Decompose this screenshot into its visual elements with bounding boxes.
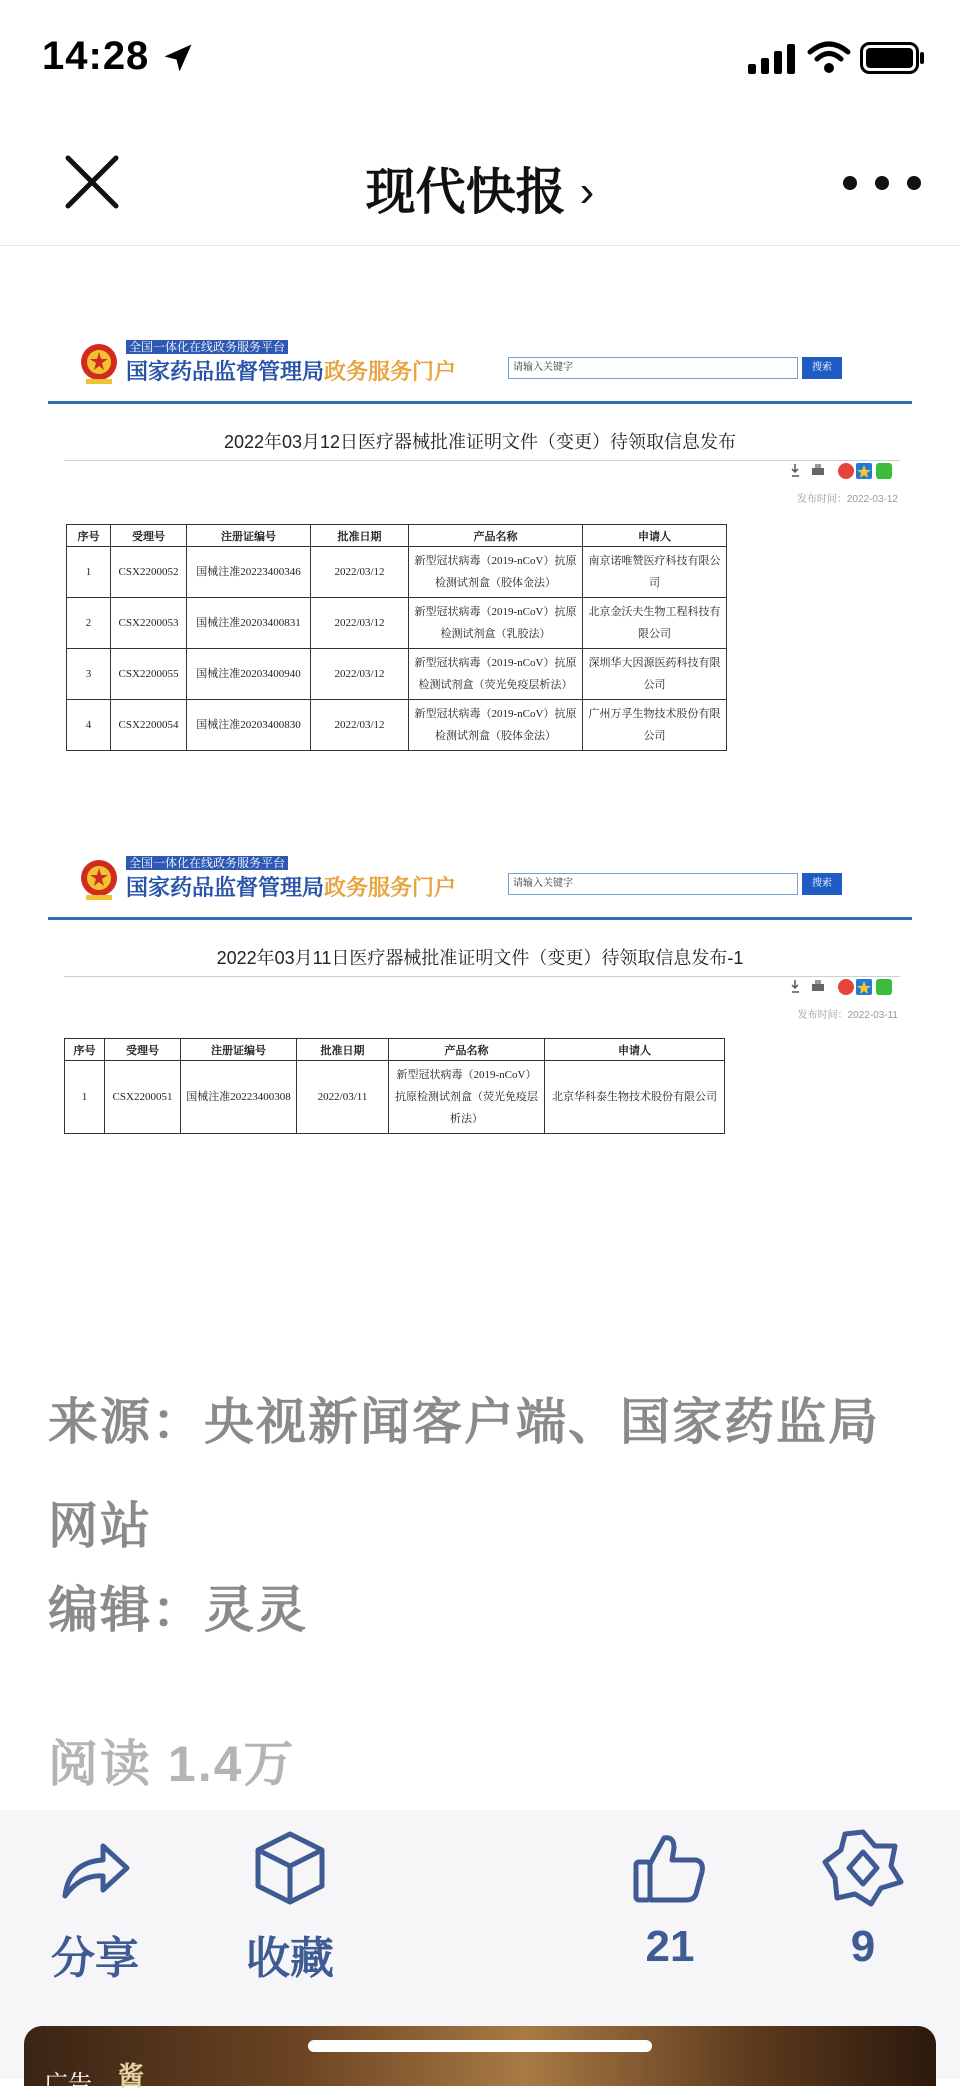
action-bar <box>0 1810 960 2000</box>
table-cell: 2022/03/12 <box>311 547 409 598</box>
battery-icon <box>860 42 926 74</box>
wifi-icon <box>808 40 850 74</box>
table-header-row <box>67 525 727 547</box>
article-editor: 编辑：灵灵 <box>48 1582 308 1638</box>
table-cell: 2022/03/11 <box>297 1061 389 1134</box>
divider <box>64 460 900 461</box>
table-cell: CSX2200055 <box>111 649 187 700</box>
table-cell: CSX2200053 <box>111 598 187 649</box>
ad-label: 广告 <box>44 2071 92 2098</box>
table-cell: CSX2200052 <box>111 547 187 598</box>
table-cell: 新型冠状病毒（2019-nCoV）抗原检测试剂盒（乳胶法） <box>409 598 583 649</box>
col-header: 受理号 <box>105 1039 181 1061</box>
col-header: 序号 <box>65 1039 105 1061</box>
divider <box>64 976 900 977</box>
table-row <box>67 649 727 700</box>
table-cell: 国械注准20203400940 <box>187 649 311 700</box>
nav-bar <box>0 110 960 246</box>
favorite-label: 收藏 <box>246 1934 334 1983</box>
table-cell: 国械注准20203400831 <box>187 598 311 649</box>
notice-table <box>66 524 727 751</box>
col-header: 批准日期 <box>311 525 409 547</box>
signal-icon <box>748 44 796 74</box>
portal-subtitle: 全国一体化在线政务服务平台 <box>126 340 288 354</box>
national-emblem-icon <box>78 858 120 902</box>
account-name: 现代快报 <box>365 164 566 220</box>
share-icon <box>55 1828 135 1908</box>
notice-title: 2022年03月12日医疗器械批准证明文件（变更）待领取信息发布 <box>223 432 737 452</box>
portal-name-blue: 国家药品监督管理局 <box>126 875 325 900</box>
portal-name-orange: 政务服务门户 <box>324 875 457 900</box>
status-time: 14:28 <box>42 34 150 78</box>
col-header: 申请人 <box>545 1039 725 1061</box>
wow-star-icon <box>823 1828 903 1908</box>
portal-name-orange: 政务服务门户 <box>324 359 457 384</box>
col-header: 产品名称 <box>409 525 583 547</box>
like-button[interactable] <box>600 1828 740 1972</box>
location-arrow-icon <box>160 40 196 76</box>
table-cell: 1 <box>67 547 111 598</box>
col-header: 注册证编号 <box>181 1039 297 1061</box>
nmpa-notice-image-2 <box>0 846 960 1136</box>
portal-name <box>126 355 456 386</box>
table-row <box>67 598 727 649</box>
favorite-box-icon <box>250 1828 330 1908</box>
like-count: 21 <box>645 1922 695 1971</box>
share-tools-icons <box>792 462 902 480</box>
table-cell: CSX2200054 <box>111 700 187 751</box>
status-bar <box>0 0 960 110</box>
table-row <box>67 700 727 751</box>
share-label: 分享 <box>51 1934 139 1983</box>
share-button[interactable] <box>25 1828 165 1986</box>
wow-count: 9 <box>850 1922 876 1971</box>
portal-search-input: 请输入关键字 <box>508 357 798 379</box>
portal-search-button: 搜索 <box>802 357 842 379</box>
table-cell: 国械注准20203400830 <box>187 700 311 751</box>
table-cell: 新型冠状病毒（2019-nCoV）抗原检测试剂盒（荧光免疫层析法） <box>409 649 583 700</box>
table-cell: 北京华科泰生物技术股份有限公司 <box>545 1061 725 1134</box>
table-cell: 2022/03/12 <box>311 598 409 649</box>
notice-publish-date: 发布时间：2022-03-12 <box>796 494 898 505</box>
table-cell: 4 <box>67 700 111 751</box>
account-title-link[interactable] <box>0 152 960 224</box>
home-indicator[interactable] <box>308 2040 652 2052</box>
table-cell: 北京金沃夫生物工程科技有限公司 <box>583 598 727 649</box>
thumbs-up-icon <box>630 1828 710 1908</box>
table-header-row <box>65 1039 725 1061</box>
portal-header <box>48 856 912 920</box>
table-row <box>67 547 727 598</box>
notice-table <box>64 1038 725 1134</box>
table-cell: 深圳华大因源医药科技有限公司 <box>583 649 727 700</box>
table-cell: 新型冠状病毒（2019-nCoV）抗原检测试剂盒（胶体金法） <box>409 700 583 751</box>
table-cell: 广州万孚生物技术股份有限公司 <box>583 700 727 751</box>
nmpa-notice-image-1 <box>0 330 960 750</box>
ad-banner-image[interactable] <box>24 2026 936 2086</box>
portal-name-blue: 国家药品监督管理局 <box>126 359 325 384</box>
table-cell: 2022/03/12 <box>311 649 409 700</box>
table-cell: 新型冠状病毒（2019-nCoV）抗原检测试剂盒（荧光免疫层析法） <box>389 1061 545 1134</box>
table-cell: 2 <box>67 598 111 649</box>
col-header: 申请人 <box>583 525 727 547</box>
table-cell: 3 <box>67 649 111 700</box>
col-header: 注册证编号 <box>187 525 311 547</box>
notice-title: 2022年03月11日医疗器械批准证明文件（变更）待领取信息发布-1 <box>216 948 744 968</box>
table-cell: 国械注准20223400308 <box>181 1061 297 1134</box>
wow-button[interactable] <box>793 1828 933 1972</box>
notice-publish-date: 发布时间：2022-03-11 <box>797 1010 898 1021</box>
ad-brand-mark: 酱 <box>118 2061 145 2091</box>
favorite-button[interactable] <box>220 1828 360 1986</box>
share-tools-icons <box>792 978 902 996</box>
table-row <box>65 1061 725 1134</box>
article-source: 来源：央视新闻客户端、国家药监局网站 <box>48 1394 880 1554</box>
portal-search-input: 请输入关键字 <box>508 873 798 895</box>
table-cell: 国械注准20223400346 <box>187 547 311 598</box>
table-cell: 2022/03/12 <box>311 700 409 751</box>
read-count: 阅读 1.4万 <box>48 1736 296 1792</box>
table-cell: 南京诺唯赞医疗科技有限公司 <box>583 547 727 598</box>
table-cell: 1 <box>65 1061 105 1134</box>
more-icon[interactable] <box>836 168 940 198</box>
col-header: 产品名称 <box>389 1039 545 1061</box>
portal-search-button: 搜索 <box>802 873 842 895</box>
table-cell: CSX2200051 <box>105 1061 181 1134</box>
chevron-right-icon: › <box>579 167 595 216</box>
col-header: 批准日期 <box>297 1039 389 1061</box>
col-header: 受理号 <box>111 525 187 547</box>
portal-subtitle: 全国一体化在线政务服务平台 <box>126 856 288 870</box>
portal-header <box>48 340 912 404</box>
national-emblem-icon <box>78 342 120 386</box>
portal-name <box>126 871 456 902</box>
table-cell: 新型冠状病毒（2019-nCoV）抗原检测试剂盒（胶体金法） <box>409 547 583 598</box>
col-header: 序号 <box>67 525 111 547</box>
